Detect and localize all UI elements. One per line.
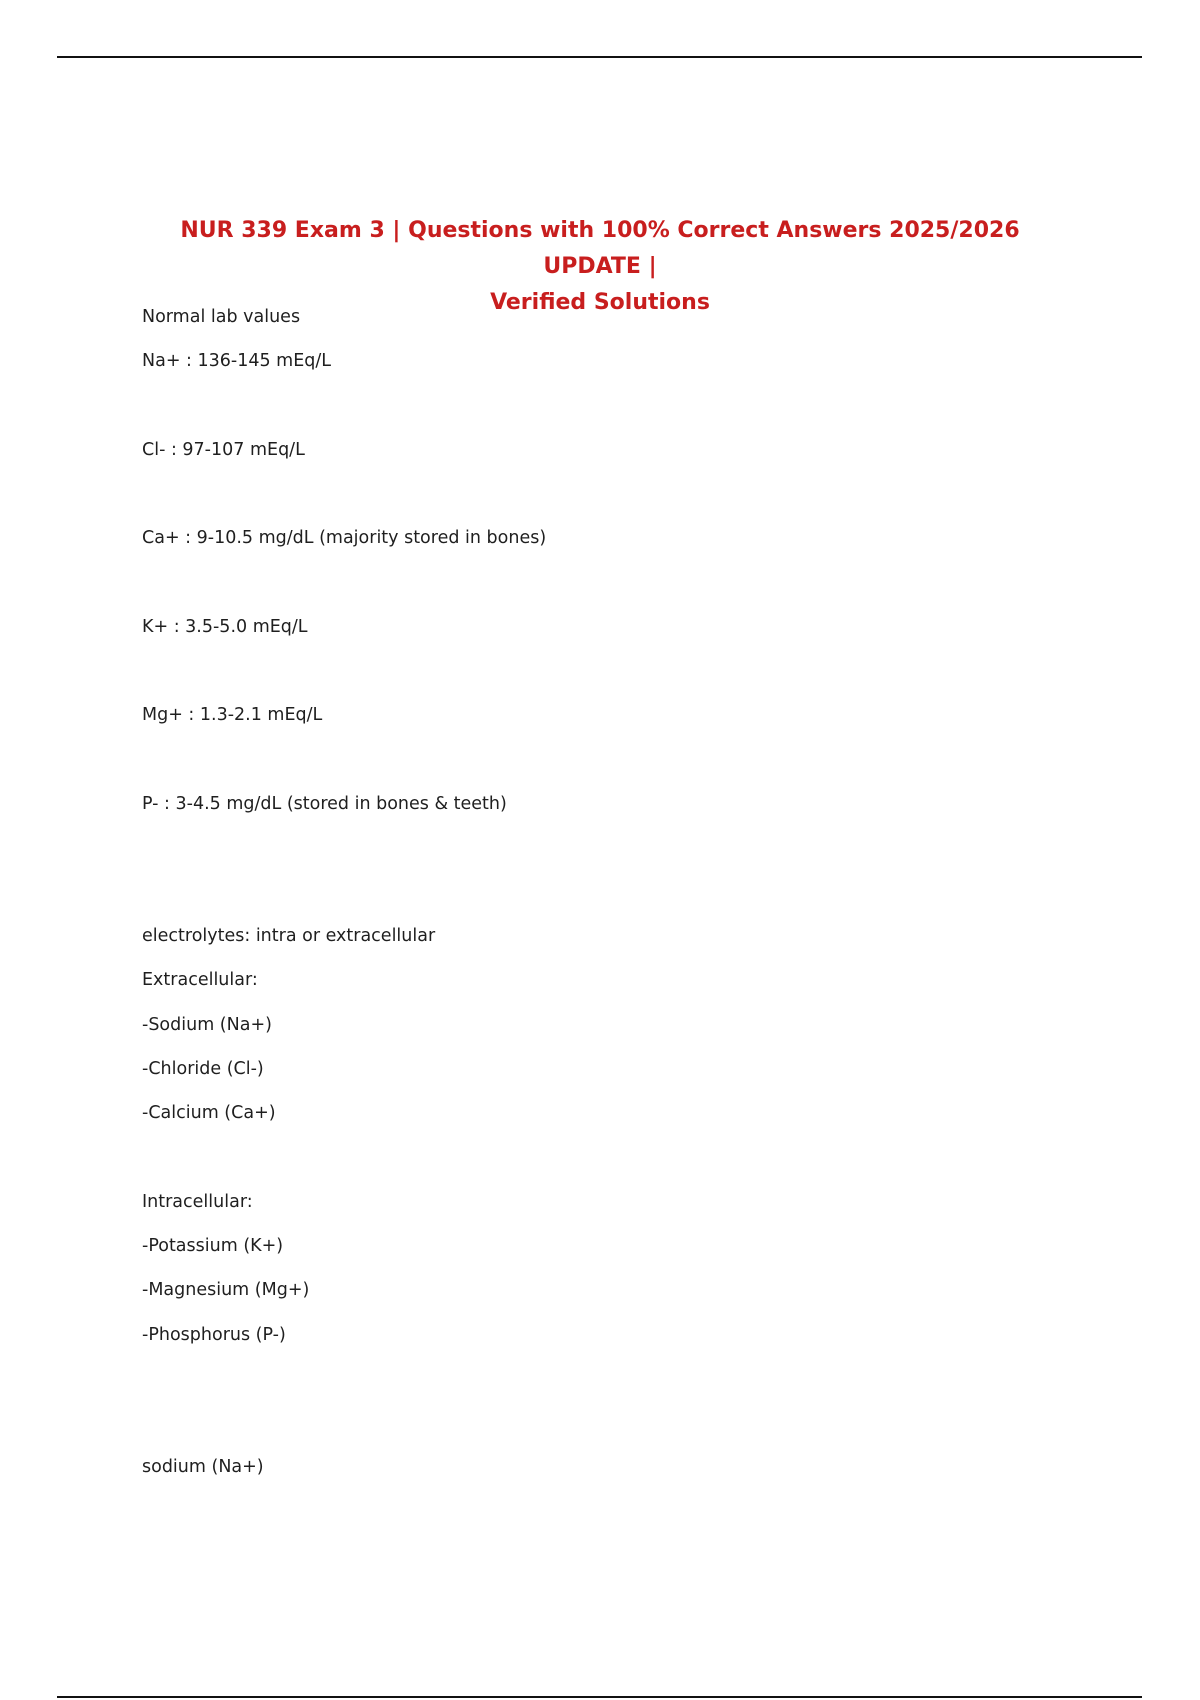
subheading-intracellular: Intracellular: — [142, 1192, 253, 1212]
lab-value-sodium: Na+ : 136-145 mEq/L — [142, 351, 332, 371]
list-item-calcium: -Calcium (Ca+) — [142, 1103, 276, 1123]
list-item-magnesium: -Magnesium (Mg+) — [142, 1280, 310, 1300]
lab-value-phosphorus: P- : 3-4.5 mg/dL (stored in bones & teeth) — [142, 794, 507, 814]
list-item-phosphorus: -Phosphorus (P-) — [142, 1325, 286, 1345]
section-heading-electrolytes: electrolytes: intra or extracellular — [142, 926, 436, 946]
header-rule — [57, 56, 1142, 58]
section-heading-sodium: sodium (Na+) — [142, 1457, 264, 1477]
lab-value-magnesium: Mg+ : 1.3-2.1 mEq/L — [142, 705, 323, 725]
document-title — [130, 213, 1070, 321]
document-title-line-1: NUR 339 Exam 3 | Questions with 100% Correct Answers 2025/2026 UPDATE | — [180, 218, 1020, 279]
list-item-chloride: -Chloride (Cl-) — [142, 1059, 264, 1079]
lab-value-potassium: K+ : 3.5-5.0 mEq/L — [142, 617, 308, 637]
footer-rule — [57, 1696, 1142, 1698]
document-title-line-2: Verified Solutions — [490, 290, 710, 315]
lab-value-chloride: Cl- : 97-107 mEq/L — [142, 440, 305, 460]
list-item-sodium: -Sodium (Na+) — [142, 1015, 272, 1035]
list-item-potassium: -Potassium (K+) — [142, 1236, 284, 1256]
lab-value-calcium: Ca+ : 9-10.5 mg/dL (majority stored in bones) — [142, 528, 547, 548]
subheading-extracellular: Extracellular: — [142, 970, 258, 990]
section-heading-normal-lab-values: Normal lab values — [142, 307, 301, 327]
